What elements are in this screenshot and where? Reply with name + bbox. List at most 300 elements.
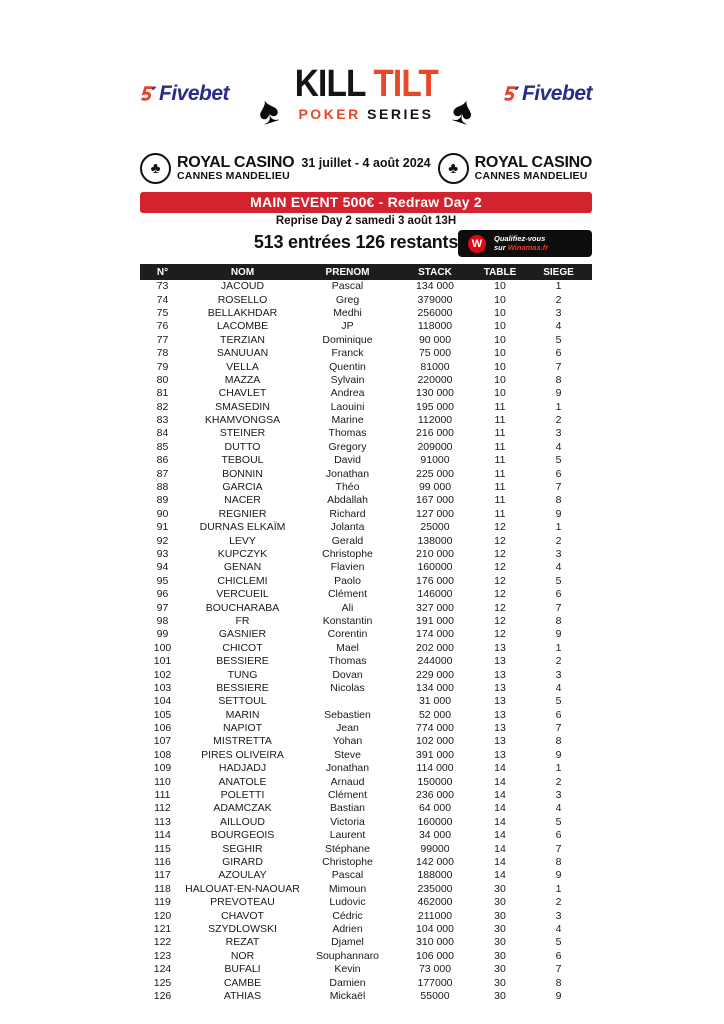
cell-table: 14: [494, 802, 506, 815]
cell-table: 10: [494, 293, 506, 306]
cell-nom: VERCUEIL: [216, 588, 269, 601]
cell-nom: SEGHIR: [222, 842, 263, 855]
cell-nom: REGNIER: [218, 507, 267, 520]
cell-table: 14: [494, 829, 506, 842]
table-row: [140, 414, 592, 427]
cell-num: 96: [156, 588, 169, 601]
poker-wordmark: POKER: [298, 106, 361, 122]
cell-nom: GARCIA: [222, 481, 263, 494]
cell-siege: 7: [555, 360, 562, 373]
cell-num: 105: [153, 708, 172, 721]
cell-num: 120: [153, 909, 172, 922]
cell-num: 82: [156, 400, 169, 413]
cell-num: 110: [154, 775, 171, 788]
cell-prenom: Christophe: [322, 548, 373, 560]
table-row: [140, 668, 592, 681]
table-row: [140, 963, 592, 976]
cell-stack: 176 000: [416, 574, 454, 587]
cell-num: 73: [156, 280, 169, 293]
cell-prenom: Franck: [331, 347, 364, 360]
cell-table: 14: [494, 789, 506, 802]
table-row: [140, 775, 592, 788]
winamax-line2: sur Winamax.fr: [494, 242, 549, 252]
killtilt-logo: [252, 63, 480, 135]
cell-stack: 195 000: [416, 400, 454, 413]
cell-siege: 9: [555, 989, 562, 1002]
column-header-table: TABLE: [483, 266, 517, 278]
casino-name: ROYAL CASINO: [177, 153, 295, 171]
cell-stack: 75 000: [418, 347, 452, 360]
fivebet-wordmark: Fivebet: [521, 82, 592, 105]
cell-table: 10: [494, 347, 506, 360]
reprise-info: Reprise Day 2 samedi 3 août 13H: [275, 215, 457, 227]
table-row: [140, 749, 592, 762]
table-row: [140, 642, 592, 655]
table-row: [140, 401, 592, 414]
table-row: [140, 682, 592, 695]
cell-num: 113: [154, 815, 171, 828]
cell-stack: 134 000: [416, 280, 454, 293]
casino-row: [140, 148, 592, 188]
cell-stack: 112000: [417, 414, 453, 427]
tilt-wordmark: TILT: [373, 63, 438, 105]
cell-nom: CHICOT: [222, 641, 263, 654]
cell-num: 112: [154, 802, 171, 815]
cell-siege: 1: [555, 882, 562, 895]
cell-stack: 229 000: [416, 668, 454, 681]
cell-siege: 3: [555, 909, 562, 922]
cell-siege: 2: [555, 896, 562, 909]
cell-nom: ADAMCZAK: [213, 802, 272, 815]
cell-prenom: Théo: [335, 481, 360, 494]
cell-table: 10: [494, 306, 506, 319]
cell-num: 97: [156, 601, 169, 614]
cell-nom: ROSELLO: [217, 293, 268, 306]
table-row: [140, 856, 592, 869]
table-row: [140, 521, 592, 534]
cell-stack: 91000: [420, 454, 450, 467]
kill-wordmark: KILL: [294, 63, 365, 105]
cell-table: 11: [494, 494, 506, 507]
cell-siege: 1: [555, 641, 562, 654]
cell-table: 11: [494, 400, 506, 413]
cell-stack: 244000: [417, 655, 453, 668]
entries-row: [140, 230, 592, 260]
cell-siege: 9: [555, 387, 562, 400]
table-row: [140, 494, 592, 507]
cell-stack: 127 000: [416, 507, 454, 520]
cell-table: 10: [494, 280, 506, 293]
cell-num: 85: [156, 440, 169, 453]
cell-table: 30: [494, 989, 506, 1002]
cell-num: 90: [156, 507, 169, 520]
cell-nom: TERZIAN: [220, 333, 265, 346]
cell-table: 13: [494, 748, 506, 761]
cell-num: 115: [154, 842, 171, 855]
fivebet-logo-right: [503, 82, 592, 106]
cell-stack: 188000: [417, 869, 453, 882]
cell-nom: NACER: [224, 494, 261, 507]
cell-table: 13: [494, 708, 506, 721]
casino-city: CANNES MANDELIEU: [474, 169, 588, 182]
cell-nom: KUPCZYK: [217, 548, 268, 560]
cell-siege: 5: [555, 695, 562, 708]
cell-stack: 160000: [417, 561, 453, 574]
cell-num: 103: [153, 681, 172, 694]
table-row: [140, 441, 592, 454]
cell-num: 75: [156, 306, 169, 319]
cell-prenom: Adrien: [332, 922, 363, 935]
table-row: [140, 842, 592, 855]
cell-num: 107: [153, 735, 172, 748]
fivebet-logo-left: [140, 82, 229, 106]
cell-num: 83: [156, 414, 169, 427]
cell-nom: MISTRETTA: [213, 735, 272, 748]
cell-prenom: Ludovic: [329, 896, 366, 909]
cell-num: 122: [153, 936, 172, 949]
cell-siege: 8: [555, 976, 562, 989]
cell-prenom: Richard: [329, 507, 366, 520]
cell-stack: 146000: [417, 588, 453, 601]
table-row: [140, 387, 592, 400]
cell-table: 13: [494, 668, 506, 681]
cell-nom: KHAMVONGSA: [204, 414, 281, 427]
cell-table: 30: [494, 963, 506, 976]
table-header: [140, 264, 592, 280]
winamax-icon: W: [468, 235, 486, 253]
cell-nom: GASNIER: [218, 628, 267, 641]
cell-siege: 5: [555, 454, 562, 467]
cell-stack: 391 000: [416, 748, 454, 761]
event-dates: 31 juillet - 4 août 2024: [301, 156, 431, 170]
cell-stack: 104 000: [416, 922, 454, 935]
cell-stack: 209000: [417, 440, 453, 453]
cell-stack: 462000: [417, 896, 453, 909]
player-table-body: [140, 280, 592, 1003]
cell-table: 14: [494, 855, 506, 868]
cell-prenom: Mickaël: [329, 989, 366, 1002]
cell-prenom: Stéphane: [325, 842, 370, 855]
spade-icon-right: ♠: [447, 87, 480, 135]
cell-stack: 225 000: [416, 467, 454, 480]
cell-nom: CHAVLET: [218, 387, 267, 400]
cell-siege: 4: [555, 440, 562, 453]
table-row: [140, 508, 592, 521]
cell-stack: 216 000: [416, 427, 454, 440]
cell-table: 11: [494, 454, 506, 467]
cell-table: 30: [494, 922, 506, 935]
cell-num: 100: [153, 641, 172, 654]
cell-stack: 138000: [417, 534, 453, 547]
casino-city: CANNES MANDELIEU: [177, 169, 290, 182]
cell-prenom: Gerald: [331, 534, 364, 547]
entries-count: 513 entrées 126 restants: [253, 232, 459, 252]
cell-table: 12: [494, 601, 506, 614]
column-header-prenom: PRENOM: [325, 266, 370, 278]
cell-stack: 220000: [417, 373, 453, 386]
cell-prenom: Quentin: [329, 360, 366, 373]
cell-num: 101: [153, 655, 172, 668]
cell-stack: 167 000: [416, 494, 454, 507]
cell-num: 95: [156, 574, 169, 587]
cell-stack: 34 000: [418, 829, 452, 842]
cell-siege: 2: [555, 655, 562, 668]
cell-prenom: Clément: [327, 588, 368, 601]
cell-stack: 211000: [417, 909, 453, 922]
cell-table: 10: [494, 373, 506, 386]
cell-table: 10: [494, 333, 506, 346]
cell-prenom: Thomas: [328, 655, 367, 668]
table-row: [140, 467, 592, 480]
cell-stack: 25000: [420, 521, 450, 534]
cell-siege: 1: [555, 400, 562, 413]
cell-siege: 7: [555, 722, 562, 735]
cell-siege: 7: [555, 601, 562, 614]
cell-prenom: Dovan: [332, 668, 363, 681]
cell-prenom: Dominique: [322, 333, 373, 346]
cell-table: 12: [494, 574, 506, 587]
table-row: [140, 588, 592, 601]
cell-prenom: Damien: [329, 976, 366, 989]
series-wordmark: SERIES: [367, 106, 434, 122]
cell-prenom: Jonathan: [325, 467, 370, 480]
cell-num: 84: [156, 427, 169, 440]
fivebet-icon: [503, 85, 520, 103]
cell-prenom: Jean: [336, 722, 359, 735]
cell-prenom: Djamel: [331, 936, 364, 949]
cell-num: 74: [156, 293, 169, 306]
cell-siege: 5: [555, 574, 562, 587]
cell-table: 11: [494, 507, 506, 520]
cell-num: 125: [153, 976, 172, 989]
table-row: [140, 454, 592, 467]
cell-nom: HADJADJ: [218, 762, 267, 775]
table-row: [140, 869, 592, 882]
winamax-line1: Qualifiez-vous: [494, 234, 546, 243]
cell-prenom: Konstantin: [322, 614, 373, 627]
cell-nom: SETTOUL: [218, 695, 267, 708]
cell-nom: BOUCHARABA: [205, 601, 280, 614]
cell-nom: GIRARD: [222, 855, 263, 868]
cell-prenom: JP: [341, 320, 354, 333]
cell-table: 13: [494, 722, 506, 735]
cell-stack: 177000: [417, 976, 453, 989]
cell-prenom: Laouini: [330, 400, 365, 413]
cell-siege: 6: [555, 467, 562, 480]
cell-siege: 9: [555, 507, 562, 520]
column-header-stack: STACK: [418, 266, 452, 278]
cell-nom: ATHIAS: [223, 989, 262, 1002]
cell-num: 102: [153, 668, 172, 681]
cell-nom: LEVY: [229, 534, 256, 547]
table-row: [140, 334, 592, 347]
cell-nom: POLETTI: [220, 789, 265, 802]
cell-nom: JACOUD: [220, 280, 265, 293]
cell-stack: 106 000: [416, 949, 454, 962]
cell-table: 12: [494, 548, 506, 560]
club-icon: ♣: [140, 153, 171, 184]
cell-nom: HALOUAT-EN-NAOUAR: [185, 882, 300, 895]
cell-nom: PREVOTEAU: [210, 896, 275, 909]
killtilt-text: [279, 64, 454, 122]
cell-stack: 52 000: [418, 708, 452, 721]
cell-stack: 118000: [417, 320, 453, 333]
table-row: [140, 976, 592, 989]
cell-stack: 114 000: [416, 762, 454, 775]
cell-siege: 7: [555, 842, 562, 855]
cell-num: 77: [156, 333, 169, 346]
casino-name: ROYAL CASINO: [474, 153, 592, 171]
cell-prenom: Mimoun: [328, 882, 367, 895]
cell-table: 30: [494, 976, 506, 989]
cell-stack: 379000: [417, 293, 453, 306]
cell-nom: CHICLEMI: [217, 574, 268, 587]
cell-siege: 6: [555, 829, 562, 842]
cell-num: 76: [156, 320, 169, 333]
cell-prenom: Corentin: [327, 628, 368, 641]
table-row: [140, 936, 592, 949]
cell-siege: 6: [555, 949, 562, 962]
cell-prenom: Souphannaro: [315, 949, 380, 962]
cell-siege: 9: [555, 869, 562, 882]
table-row: [140, 307, 592, 320]
cell-stack: 64 000: [418, 802, 452, 815]
cell-table: 13: [494, 695, 506, 708]
cell-siege: 4: [555, 320, 562, 333]
table-row: [140, 950, 592, 963]
cell-siege: 5: [555, 936, 562, 949]
cell-table: 13: [494, 641, 506, 654]
cell-prenom: Paolo: [334, 574, 361, 587]
cell-stack: 210 000: [416, 548, 454, 560]
table-row: [140, 534, 592, 547]
cell-siege: 6: [555, 708, 562, 721]
column-header-num: N°: [156, 266, 169, 278]
table-row: [140, 320, 592, 333]
cell-nom: BESSIERE: [216, 681, 269, 694]
table-row: [140, 923, 592, 936]
cell-stack: 235000: [417, 882, 453, 895]
cell-stack: 774 000: [416, 722, 454, 735]
cell-nom: STEINER: [219, 427, 266, 440]
cell-num: 121: [153, 922, 172, 935]
winamax-badge: [458, 230, 592, 257]
cell-prenom: Sebastien: [324, 708, 371, 721]
cell-siege: 1: [555, 280, 562, 293]
cell-num: 124: [153, 963, 172, 976]
table-row: [140, 280, 592, 293]
cell-num: 111: [154, 789, 171, 802]
cell-table: 30: [494, 909, 506, 922]
cell-num: 114: [154, 829, 171, 842]
cell-num: 86: [156, 454, 169, 467]
cell-siege: 1: [555, 762, 562, 775]
cell-prenom: Victoria: [330, 815, 365, 828]
cell-stack: 191 000: [416, 614, 454, 627]
cell-prenom: David: [334, 454, 361, 467]
cell-stack: 99000: [420, 842, 450, 855]
cell-stack: 90 000: [418, 333, 452, 346]
cell-nom: ANATOLE: [218, 775, 267, 788]
cell-prenom: Andrea: [330, 387, 365, 400]
cell-nom: SZYDLOWSKI: [208, 922, 277, 935]
cell-stack: 174 000: [416, 628, 454, 641]
cell-prenom: Arnaud: [330, 775, 365, 788]
club-icon: ♣: [438, 153, 469, 184]
cell-stack: 202 000: [416, 641, 454, 654]
cell-nom: BONNIN: [222, 467, 263, 480]
cell-prenom: Jolanta: [330, 521, 365, 534]
cell-num: 99: [156, 628, 169, 641]
cell-table: 11: [494, 427, 506, 440]
cell-num: 91: [156, 521, 169, 534]
cell-nom: CHAVOT: [221, 909, 264, 922]
cell-prenom: Steve: [334, 748, 361, 761]
table-row: [140, 735, 592, 748]
cell-table: 12: [494, 614, 506, 627]
cell-nom: BUFALI: [224, 963, 261, 976]
cell-prenom: Thomas: [328, 427, 367, 440]
cell-stack: 256000: [417, 306, 453, 319]
cell-stack: 160000: [417, 815, 453, 828]
table-row: [140, 722, 592, 735]
cell-num: 89: [156, 494, 169, 507]
cell-table: 12: [494, 521, 506, 534]
table-row: [140, 655, 592, 668]
cell-nom: AILLOUD: [220, 815, 265, 828]
cell-table: 11: [494, 440, 506, 453]
cell-prenom: Laurent: [329, 829, 366, 842]
cell-num: 108: [153, 748, 172, 761]
cell-nom: REZAT: [225, 936, 260, 949]
spade-icon-left: ♠: [252, 87, 285, 135]
cell-num: 126: [153, 989, 172, 1002]
cell-siege: 7: [555, 481, 562, 494]
cell-num: 94: [156, 561, 169, 574]
cell-nom: GENAN: [223, 561, 262, 574]
cell-num: 118: [154, 882, 171, 895]
table-row: [140, 360, 592, 373]
cell-nom: NAPIOT: [222, 722, 263, 735]
cell-table: 13: [494, 735, 506, 748]
cell-siege: 3: [555, 306, 562, 319]
column-header-nom: NOM: [230, 266, 255, 278]
cell-table: 30: [494, 936, 506, 949]
cell-prenom: Pascal: [331, 869, 364, 882]
cell-stack: 236 000: [416, 789, 454, 802]
cell-nom: MAZZA: [224, 373, 261, 386]
cell-prenom: Clément: [327, 789, 368, 802]
table-row: [140, 789, 592, 802]
cell-num: 81: [156, 387, 169, 400]
table-row: [140, 816, 592, 829]
cell-table: 30: [494, 949, 506, 962]
table-row: [140, 762, 592, 775]
cell-table: 12: [494, 561, 506, 574]
cell-siege: 8: [555, 614, 562, 627]
cell-stack: 142 000: [416, 855, 454, 868]
table-row: [140, 802, 592, 815]
cell-prenom: Medhi: [333, 306, 362, 319]
page-content: [140, 58, 592, 1003]
cell-prenom: Flavien: [330, 561, 365, 574]
cell-stack: 99 000: [418, 481, 452, 494]
cell-siege: 8: [555, 373, 562, 386]
cell-nom: VELLA: [226, 360, 259, 373]
table-row: [140, 548, 592, 561]
cell-stack: 327 000: [416, 601, 454, 614]
cell-prenom: Christophe: [322, 855, 373, 868]
